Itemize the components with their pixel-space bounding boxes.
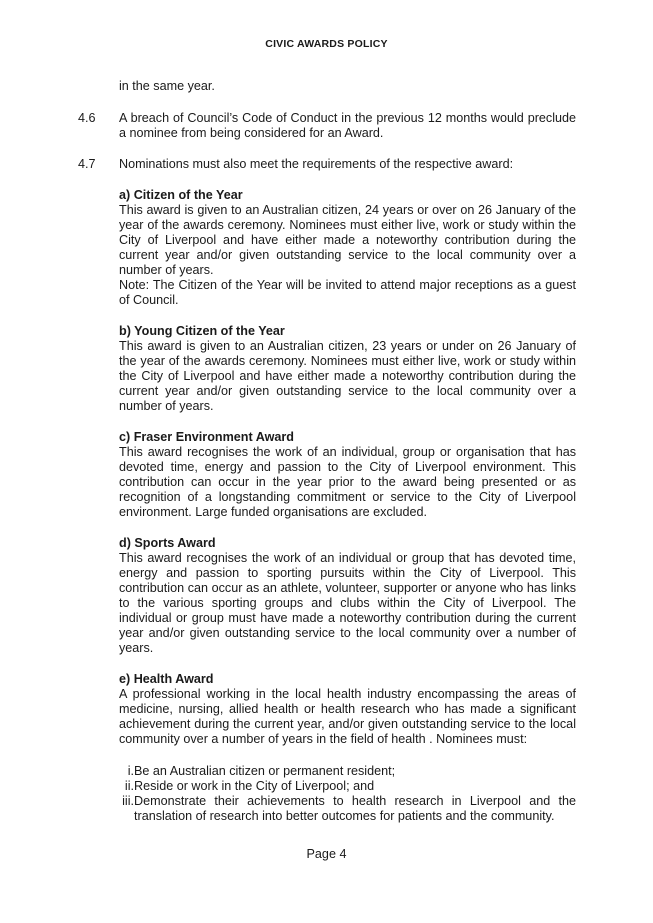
award-a-body: This award is given to an Australian citizen, 24 years or over on 26 January of the year of the awards ceremony. Nominees must either live, work or study within the City of Liverpool and have either made a noteworthy contribution during the current year and/or given outstanding service to the local community over a number of years. [119,203,576,277]
award-a-heading: a) Citizen of the Year [119,188,243,202]
criteria-item-3: Demonstrate their achievements to health research in Liverpool and the translation of research into better outcomes for patients and the community. [134,794,576,823]
award-d-body: This award recognises the work of an individual or group that has devoted time, energy and passion to sporting pursuits within the City of Liverpool. This contribution can occur as an athlete, volunteer, supporter or anyone who has links to the various sporting groups and clubs within the City of Liverpool. The individual or group must have made a noteworthy contribution during the current year and/or given outstanding service to the local community over a number of years. [119,551,576,655]
award-e-heading: e) Health Award [119,672,214,686]
clause-4-6-text: A breach of Council’s Code of Conduct in the previous 12 months would preclude a nominee from being considered for an Award. [119,111,576,140]
page-header-title: CIVIC AWARDS POLICY [265,38,388,50]
award-b-body: This award is given to an Australian citizen, 23 years or under on 26 January of the year of the awards ceremony. Nominees must either live, work or study within the City of Liverpool and have either made a noteworthy contribution during the current year and/or given outstanding service to the local community over a number of years. [119,339,576,413]
criteria-numeral-3: iii. [122,794,134,808]
criteria-numeral-2: ii. [124,779,134,793]
clause-4-6-number: 4.6 [78,111,96,125]
criteria-item-1: Be an Australian citizen or permanent resident; [134,764,396,778]
continuation-text: in the same year. [119,79,215,93]
award-d-heading: d) Sports Award [119,536,216,550]
page-number: Page 4 [306,847,347,861]
award-a-note: Note: The Citizen of the Year will be invited to attend major receptions as a guest of Council. [119,278,576,307]
clause-4-7-text: Nominations must also meet the requirements of the respective award: [119,157,514,171]
award-e-body: A professional working in the local health industry encompassing the areas of medicine, nursing, allied health or health research who has made a significant achievement during the current year, and/or given outstanding service to the local community over a number of years in the field of health . Nominees must: [119,687,576,746]
award-c-body: This award recognises the work of an individual, group or organisation that has devoted time, energy and passion to the City of Liverpool environment. This contribution can occur in the year prior to the award being presented or as recognition of a longstanding commitment or service to the City of Liverpool environment. Large funded organisations are excluded. [119,445,576,519]
criteria-numeral-1: i. [127,764,134,778]
award-c-heading: c) Fraser Environment Award [119,430,294,444]
clause-4-7-number: 4.7 [78,157,96,171]
award-b-heading: b) Young Citizen of the Year [119,324,285,338]
criteria-item-2: Reside or work in the City of Liverpool; and [134,779,375,793]
